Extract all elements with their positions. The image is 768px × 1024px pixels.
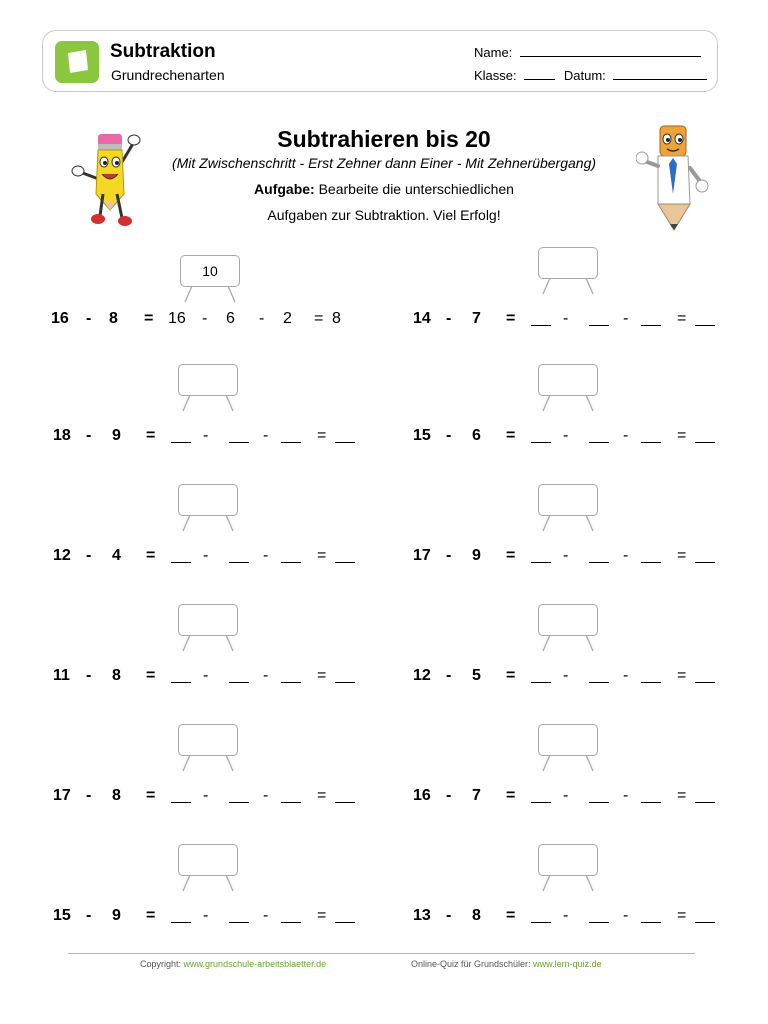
subtrahend: 9 xyxy=(112,427,121,444)
quiz-link[interactable]: www.lern-quiz.de xyxy=(533,959,602,969)
answer-blank[interactable] xyxy=(229,802,249,803)
answer-blank[interactable] xyxy=(281,802,301,803)
minus-sign: - xyxy=(563,787,569,804)
step-value: 2 xyxy=(283,310,292,327)
equals-sign: = xyxy=(677,310,687,327)
equals-sign: = xyxy=(314,310,324,327)
answer-blank[interactable] xyxy=(281,442,301,443)
helper-board[interactable] xyxy=(178,364,238,408)
answer-blank[interactable] xyxy=(589,442,609,443)
equals-sign: = xyxy=(317,547,327,564)
answer-blank[interactable] xyxy=(589,325,609,326)
answer-blank[interactable] xyxy=(641,922,661,923)
answer-blank[interactable] xyxy=(281,922,301,923)
equals-sign: = xyxy=(144,310,154,327)
helper-board xyxy=(180,255,240,299)
helper-board[interactable] xyxy=(538,484,598,528)
answer-blank[interactable] xyxy=(695,325,715,326)
subtrahend: 8 xyxy=(472,907,481,924)
minus-sign: - xyxy=(86,667,92,684)
task-row xyxy=(360,786,744,806)
subtrahend: 4 xyxy=(112,547,121,564)
helper-board[interactable] xyxy=(538,724,598,768)
minus-sign: - xyxy=(446,547,452,564)
subtrahend: 8 xyxy=(112,787,121,804)
name-field[interactable] xyxy=(474,44,701,60)
answer-blank[interactable] xyxy=(641,325,661,326)
task-instruction-line-2: Aufgaben zur Subtraktion. Viel Erfolg! xyxy=(267,207,501,223)
task-row xyxy=(0,906,384,926)
minus-sign: - xyxy=(86,907,92,924)
class-line[interactable] xyxy=(524,67,555,80)
equals-sign: = xyxy=(146,427,156,444)
minus-sign: - xyxy=(203,427,209,444)
equals-sign: = xyxy=(146,907,156,924)
answer-blank[interactable] xyxy=(641,442,661,443)
step-value: 16 xyxy=(168,310,186,327)
minuend: 17 xyxy=(53,787,71,804)
answer-blank[interactable] xyxy=(229,682,249,683)
page-subtitle: (Mit Zwischenschritt - Erst Zehner dann Einer - Mit Zehnerübergang) xyxy=(171,155,597,171)
answer-blank[interactable] xyxy=(171,682,191,683)
minuend: 17 xyxy=(413,547,431,564)
answer-blank[interactable] xyxy=(641,562,661,563)
answer-blank[interactable] xyxy=(171,802,191,803)
helper-board-box[interactable] xyxy=(178,844,238,876)
equals-sign: = xyxy=(677,907,687,924)
subtrahend: 6 xyxy=(472,427,481,444)
helper-board-box[interactable] xyxy=(538,604,598,636)
subtrahend: 7 xyxy=(472,787,481,804)
minuend: 16 xyxy=(51,310,69,327)
helper-board-box[interactable] xyxy=(178,364,238,396)
quiz-label: Online-Quiz für Grundschüler: xyxy=(411,959,531,969)
minus-sign: - xyxy=(563,667,569,684)
task-row xyxy=(0,666,384,686)
subtrahend: 5 xyxy=(472,667,481,684)
minuend: 14 xyxy=(413,310,431,327)
pencil-mascot-right-icon xyxy=(636,122,712,238)
minus-sign: - xyxy=(86,547,92,564)
equals-sign: = xyxy=(317,907,327,924)
equals-sign: = xyxy=(506,907,516,924)
task-row xyxy=(0,786,384,806)
minuend: 12 xyxy=(53,547,71,564)
helper-board[interactable] xyxy=(178,484,238,528)
helper-board[interactable] xyxy=(538,247,598,291)
task-row xyxy=(360,666,744,686)
answer-blank[interactable] xyxy=(335,562,355,563)
minus-sign: - xyxy=(203,907,209,924)
answer-blank[interactable] xyxy=(641,682,661,683)
footer-divider xyxy=(68,953,695,954)
answer-blank[interactable] xyxy=(229,922,249,923)
name-label: Name: xyxy=(474,45,513,60)
answer-blank[interactable] xyxy=(171,562,191,563)
task-row xyxy=(360,906,744,926)
answer-blank[interactable] xyxy=(171,442,191,443)
minus-sign: - xyxy=(263,427,269,444)
minus-sign: - xyxy=(263,907,269,924)
date-label: Datum: xyxy=(563,68,606,83)
equals-sign: = xyxy=(146,547,156,564)
answer-blank[interactable] xyxy=(695,442,715,443)
answer-blank[interactable] xyxy=(531,922,551,923)
minus-sign: - xyxy=(446,907,452,924)
sheet-title: Subtraktion xyxy=(110,41,216,62)
helper-board-box[interactable] xyxy=(538,364,598,396)
minus-sign: - xyxy=(623,547,629,564)
equals-sign: = xyxy=(506,427,516,444)
minus-sign: - xyxy=(563,547,569,564)
equals-sign: = xyxy=(317,667,327,684)
minuend: 12 xyxy=(413,667,431,684)
minus-sign: - xyxy=(203,547,209,564)
copyright-label: Copyright: xyxy=(140,959,182,969)
equals-sign: = xyxy=(146,787,156,804)
answer-blank[interactable] xyxy=(335,442,355,443)
minus-sign: - xyxy=(86,427,92,444)
helper-board-box[interactable] xyxy=(178,724,238,756)
result-value: 8 xyxy=(332,310,341,327)
task-row xyxy=(360,426,744,446)
minus-sign: - xyxy=(263,547,269,564)
minus-sign: - xyxy=(563,310,569,327)
minus-sign: - xyxy=(563,907,569,924)
minus-sign: - xyxy=(623,427,629,444)
equals-sign: = xyxy=(317,427,327,444)
equals-sign: = xyxy=(677,427,687,444)
minus-sign: - xyxy=(563,427,569,444)
minus-sign: - xyxy=(86,310,92,327)
subtrahend: 8 xyxy=(109,310,118,327)
equals-sign: = xyxy=(677,787,687,804)
page-title: Subtrahieren bis 20 xyxy=(277,126,491,152)
minuend: 16 xyxy=(413,787,431,804)
worksheet-header xyxy=(42,30,718,92)
equals-sign: = xyxy=(677,667,687,684)
date-line[interactable] xyxy=(613,67,707,80)
minus-sign: - xyxy=(623,907,629,924)
answer-blank[interactable] xyxy=(229,562,249,563)
answer-blank[interactable] xyxy=(531,802,551,803)
helper-board-box[interactable] xyxy=(538,724,598,756)
answer-blank[interactable] xyxy=(281,682,301,683)
helper-board[interactable] xyxy=(538,604,598,648)
minuend: 15 xyxy=(413,427,431,444)
minus-sign: - xyxy=(446,310,452,327)
class-label: Klasse: xyxy=(474,68,517,83)
subtrahend: 8 xyxy=(112,667,121,684)
answer-blank[interactable] xyxy=(531,682,551,683)
name-line[interactable] xyxy=(520,44,701,57)
minuend: 11 xyxy=(53,667,70,684)
answer-blank[interactable] xyxy=(335,802,355,803)
footer-copyright xyxy=(140,959,326,969)
helper-board-value: 10 xyxy=(180,255,240,287)
subtrahend: 9 xyxy=(112,907,121,924)
answer-blank[interactable] xyxy=(589,922,609,923)
minuend: 18 xyxy=(53,427,71,444)
minus-sign: - xyxy=(263,787,269,804)
helper-board[interactable] xyxy=(538,844,598,888)
minuend: 13 xyxy=(413,907,431,924)
helper-board-box[interactable] xyxy=(178,484,238,516)
logo-icon xyxy=(55,41,99,83)
answer-blank[interactable] xyxy=(695,562,715,563)
minus-sign: - xyxy=(203,787,209,804)
subtrahend: 9 xyxy=(472,547,481,564)
equals-sign: = xyxy=(146,667,156,684)
answer-blank[interactable] xyxy=(531,325,551,326)
minus-sign: - xyxy=(623,310,629,327)
minus-sign: - xyxy=(259,310,265,327)
minus-sign: - xyxy=(203,667,209,684)
equals-sign: = xyxy=(506,310,516,327)
task-row xyxy=(0,546,384,566)
task-row xyxy=(0,426,384,446)
helper-board[interactable] xyxy=(178,724,238,768)
equals-sign: = xyxy=(317,787,327,804)
equals-sign: = xyxy=(506,787,516,804)
minus-sign: - xyxy=(86,787,92,804)
minus-sign: - xyxy=(263,667,269,684)
minuend: 15 xyxy=(53,907,71,924)
task-text-1: Bearbeite die unterschiedlichen xyxy=(318,181,514,197)
helper-board[interactable] xyxy=(538,364,598,408)
minus-sign: - xyxy=(623,667,629,684)
helper-board-box[interactable] xyxy=(538,247,598,279)
answer-blank[interactable] xyxy=(695,922,715,923)
footer-quiz xyxy=(411,959,602,969)
answer-blank[interactable] xyxy=(335,682,355,683)
answer-blank[interactable] xyxy=(229,442,249,443)
equals-sign: = xyxy=(506,667,516,684)
minus-sign: - xyxy=(202,310,208,327)
copyright-link[interactable]: www.grundschule-arbeitsblaetter.de xyxy=(183,959,327,969)
answer-blank[interactable] xyxy=(695,682,715,683)
class-date-field xyxy=(474,67,707,83)
answer-blank[interactable] xyxy=(531,442,551,443)
answer-blank[interactable] xyxy=(171,922,191,923)
equals-sign: = xyxy=(677,547,687,564)
answer-blank[interactable] xyxy=(589,562,609,563)
helper-board-box[interactable] xyxy=(538,844,598,876)
task-row xyxy=(360,546,744,566)
task-label: Aufgabe: xyxy=(254,181,315,197)
answer-blank[interactable] xyxy=(589,682,609,683)
task-row xyxy=(360,309,744,329)
minus-sign: - xyxy=(446,427,452,444)
helper-board[interactable] xyxy=(178,844,238,888)
helper-board[interactable] xyxy=(178,604,238,648)
minus-sign: - xyxy=(446,787,452,804)
step-value: 6 xyxy=(226,310,235,327)
answer-blank[interactable] xyxy=(695,802,715,803)
answer-blank[interactable] xyxy=(281,562,301,563)
answer-blank[interactable] xyxy=(641,802,661,803)
helper-board-box[interactable] xyxy=(538,484,598,516)
pencil-mascot-left-icon xyxy=(70,128,146,232)
minus-sign: - xyxy=(623,787,629,804)
subtrahend: 7 xyxy=(472,310,481,327)
sheet-subtitle: Grundrechenarten xyxy=(111,67,225,83)
answer-blank[interactable] xyxy=(589,802,609,803)
answer-blank[interactable] xyxy=(531,562,551,563)
helper-board-box[interactable] xyxy=(178,604,238,636)
minus-sign: - xyxy=(446,667,452,684)
answer-blank[interactable] xyxy=(335,922,355,923)
equals-sign: = xyxy=(506,547,516,564)
